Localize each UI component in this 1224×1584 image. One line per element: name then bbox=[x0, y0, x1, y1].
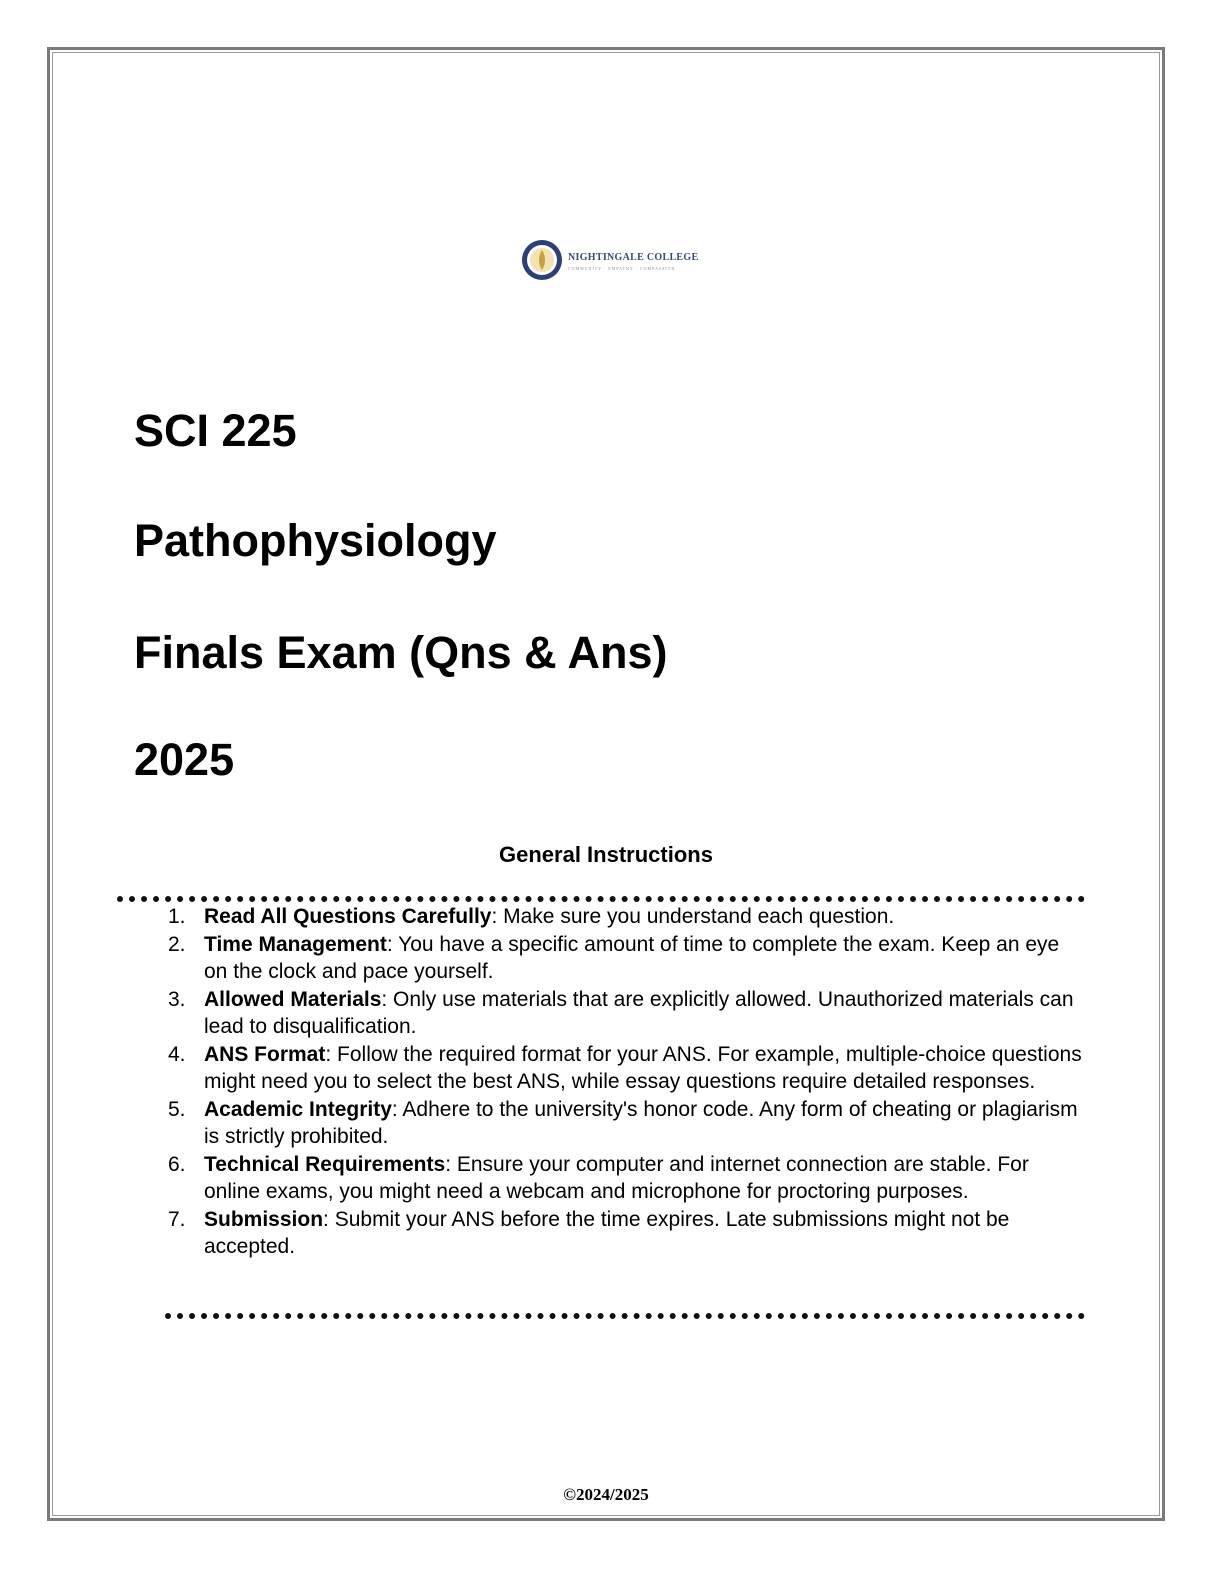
instructions-heading: General Instructions bbox=[499, 842, 713, 867]
instruction-number: 3. bbox=[168, 987, 186, 1011]
instruction-text: : You have a specific amount of time to complete the exam. Keep an eye on the clock and pace yourself. bbox=[204, 932, 1060, 983]
instruction-text: : Follow the required format for your ANS. For example, multiple-choice questions might need you to select the best ANS, while essay questions require detailed responses. bbox=[204, 1042, 1082, 1093]
instruction-item bbox=[163, 1041, 1088, 1096]
instruction-text: : Only use materials that are explicitly allowed. Unauthorized materials can lead to disqualification. bbox=[204, 987, 1074, 1038]
course-code: SCI 225 bbox=[134, 405, 297, 456]
instruction-number: 6. bbox=[168, 1152, 186, 1176]
instruction-term: Read All Questions Carefully bbox=[204, 905, 492, 928]
instruction-number: 5. bbox=[168, 1097, 186, 1121]
instruction-text: : Submit your ANS before the time expires. Late submissions might not be accepted. bbox=[204, 1207, 1010, 1258]
instruction-term: Academic Integrity bbox=[204, 1097, 392, 1121]
instruction-term: ANS Format bbox=[204, 1042, 326, 1066]
instruction-item bbox=[163, 903, 1088, 931]
instruction-term: Technical Requirements bbox=[204, 1152, 446, 1176]
instruction-item bbox=[163, 1096, 1088, 1151]
instruction-number: 1. bbox=[168, 905, 186, 928]
instruction-item bbox=[163, 1151, 1088, 1206]
copyright-footer: ©2024/2025 bbox=[563, 1485, 649, 1504]
instruction-term: Allowed Materials bbox=[204, 987, 382, 1011]
instruction-item bbox=[163, 931, 1088, 986]
instruction-item bbox=[163, 1206, 1088, 1261]
college-logo-name: NIGHTINGALE COLLEGE bbox=[568, 252, 699, 263]
dotted-divider-bottom bbox=[165, 1313, 1085, 1319]
college-logo-tagline: COMMUNITY · EMPATHY · COMPASSION bbox=[568, 266, 676, 271]
instruction-text: : Adhere to the university's honor code. Any form of cheating or plagiarism is strictly prohibited. bbox=[204, 1097, 1078, 1148]
instruction-text: : Make sure you understand each question. bbox=[491, 905, 895, 928]
instruction-text: : Ensure your computer and internet connection are stable. For online exams, you might need a webcam and microphone for proctoring purposes. bbox=[204, 1152, 1029, 1203]
instruction-number: 4. bbox=[168, 1042, 186, 1066]
instruction-item bbox=[163, 986, 1088, 1041]
instruction-number: 7. bbox=[168, 1207, 186, 1231]
instruction-term: Submission bbox=[204, 1207, 324, 1231]
instruction-term: Time Management bbox=[204, 932, 387, 956]
college-logo bbox=[520, 238, 699, 282]
course-name: Pathophysiology bbox=[134, 515, 497, 566]
instructions-list bbox=[163, 903, 1088, 1261]
exam-year: 2025 bbox=[134, 734, 235, 785]
exam-title: Finals Exam (Qns & Ans) bbox=[134, 627, 668, 678]
dotted-divider-top bbox=[117, 896, 1085, 902]
instruction-number: 2. bbox=[168, 932, 186, 956]
college-seal-icon bbox=[520, 238, 564, 282]
